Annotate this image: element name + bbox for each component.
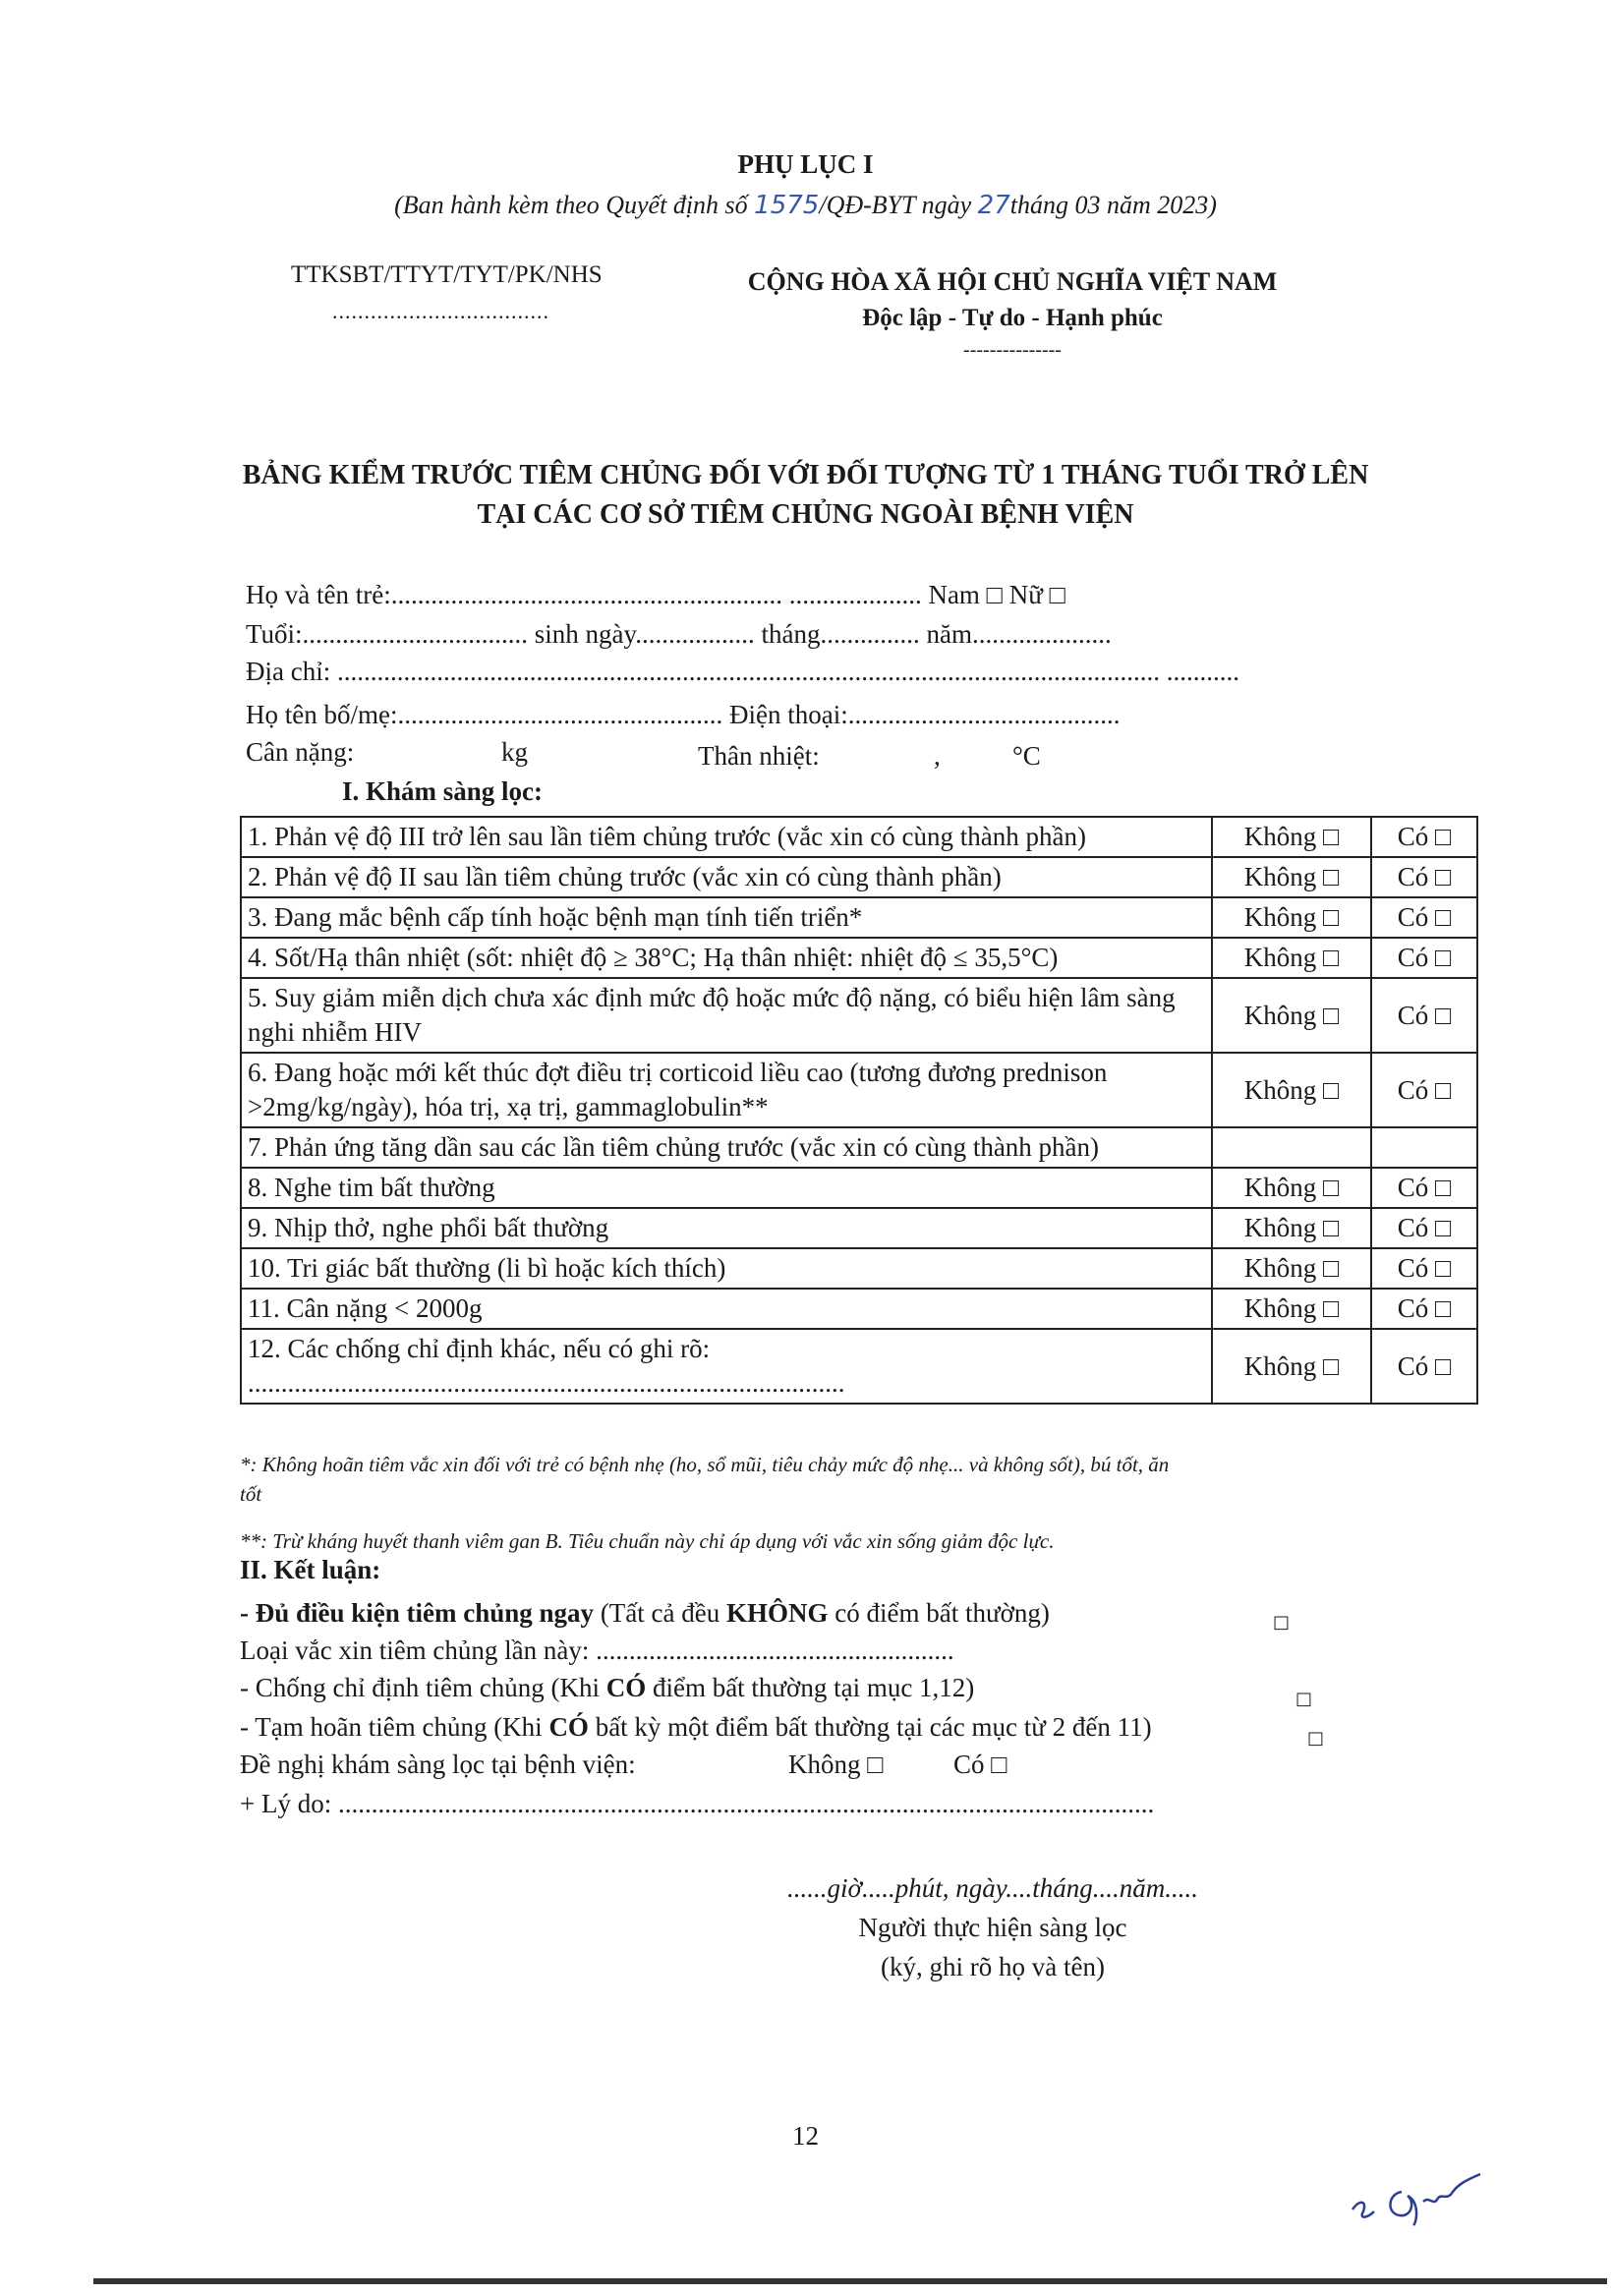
screening-option-no[interactable]: Không □ bbox=[1212, 1289, 1371, 1329]
screening-option-no[interactable]: Không □ bbox=[1212, 1208, 1371, 1248]
eligible-keyword: KHÔNG bbox=[725, 1598, 829, 1628]
screening-option-no[interactable]: Không □ bbox=[1212, 978, 1371, 1053]
footer-rule bbox=[93, 2278, 1607, 2284]
screening-option-no[interactable]: Không □ bbox=[1212, 938, 1371, 978]
screening-question: 9. Nhịp thở, nghe phổi bất thường bbox=[241, 1208, 1212, 1248]
screening-option-yes[interactable]: Có □ bbox=[1371, 1053, 1477, 1127]
eligible-line bbox=[240, 1598, 1050, 1629]
screening-option-yes[interactable]: Có □ bbox=[1371, 1248, 1477, 1289]
reason-field[interactable]: + Lý do: ........................................................................................................................... bbox=[240, 1789, 1155, 1818]
eligible-pre: (Tất cả đều bbox=[594, 1598, 726, 1628]
decree-prefix: (Ban hành kèm theo Quyết định số bbox=[394, 191, 755, 219]
address-field[interactable]: Địa chỉ: ............................................................................................................................ ........... bbox=[246, 657, 1239, 686]
weight-label: Cân nặng: bbox=[246, 737, 355, 767]
screening-question: 12. Các chống chỉ định khác, nếu có ghi rõ: .......................................................................................... bbox=[241, 1329, 1212, 1404]
screening-row bbox=[241, 1329, 1477, 1404]
screening-option-no[interactable]: Không □ bbox=[1212, 1053, 1371, 1127]
screening-question: 7. Phản ứng tăng dần sau các lần tiêm chủng trước (vắc xin có cùng thành phần) bbox=[241, 1127, 1212, 1168]
deferral-pre: - Tạm hoãn tiêm chủng (Khi bbox=[240, 1712, 549, 1742]
screening-question: 5. Suy giảm miễn dịch chưa xác định mức độ hoặc mức độ nặng, có biểu hiện lâm sàng nghi nhiễm HIV bbox=[241, 978, 1212, 1053]
screening-question: 8. Nghe tim bất thường bbox=[241, 1168, 1212, 1208]
screening-row bbox=[241, 857, 1477, 897]
screening-question: 3. Đang mắc bệnh cấp tính hoặc bệnh mạn tính tiến triển* bbox=[241, 897, 1212, 938]
contraindication-post: điểm bất thường tại mục 1,12) bbox=[646, 1673, 975, 1702]
hospital-referral-label: Đề nghị khám sàng lọc tại bệnh viện: bbox=[240, 1750, 636, 1779]
screening-question: 6. Đang hoặc mới kết thúc đợt điều trị corticoid liều cao (tương đương prednison >2mg/kg/ngày), hóa trị, xạ trị, gammaglobulin** bbox=[241, 1053, 1212, 1127]
deferral-checkbox[interactable]: □ bbox=[1307, 1728, 1325, 1749]
national-motto: Độc lập - Tự do - Hạnh phúc bbox=[862, 305, 1163, 331]
screening-option-no[interactable]: Không □ bbox=[1212, 1329, 1371, 1404]
eligible-checkbox[interactable]: □ bbox=[1273, 1612, 1291, 1633]
deferral-line bbox=[240, 1712, 1152, 1743]
hospital-referral-no[interactable]: Không □ bbox=[788, 1750, 884, 1779]
eligible-label: - Đủ điều kiện tiêm chủng ngay bbox=[240, 1598, 595, 1628]
footnote-1-continued: tốt bbox=[240, 1482, 262, 1506]
screening-question: 2. Phản vệ độ II sau lần tiêm chủng trước (vắc xin có cùng thành phần) bbox=[241, 857, 1212, 897]
screening-option-empty bbox=[1212, 1127, 1371, 1168]
decree-day: 27 bbox=[977, 191, 1010, 220]
screening-option-yes[interactable]: Có □ bbox=[1371, 938, 1477, 978]
form-title-line-2: TẠI CÁC CƠ SỞ TIÊM CHỦNG NGOÀI BỆNH VIỆN bbox=[477, 499, 1134, 530]
signature-datetime: ......giờ.....phút, ngày....tháng....năm..... bbox=[787, 1873, 1198, 1903]
signature-role: Người thực hiện sàng lọc bbox=[858, 1913, 1127, 1942]
eligible-post: có điểm bất thường) bbox=[828, 1598, 1050, 1628]
footnote-2: **: Trừ kháng huyết thanh viêm gan B. Tiêu chuẩn này chỉ áp dụng với vắc xin sống giảm độc lực. bbox=[240, 1529, 1055, 1553]
screening-row bbox=[241, 817, 1477, 857]
screening-option-no[interactable]: Không □ bbox=[1212, 857, 1371, 897]
screening-option-empty bbox=[1371, 1127, 1477, 1168]
screening-row bbox=[241, 938, 1477, 978]
temperature-separator: , bbox=[934, 741, 941, 771]
screening-row bbox=[241, 1208, 1477, 1248]
screening-row bbox=[241, 897, 1477, 938]
handwritten-initials bbox=[1347, 2162, 1494, 2231]
screening-option-no[interactable]: Không □ bbox=[1212, 1248, 1371, 1289]
deferral-keyword: CÓ bbox=[548, 1712, 589, 1742]
contraindication-keyword: CÓ bbox=[605, 1673, 647, 1702]
screening-row bbox=[241, 1289, 1477, 1329]
form-title-line-1: BẢNG KIỂM TRƯỚC TIÊM CHỦNG ĐỐI VỚI ĐỐI TƯỢNG TỪ 1 THÁNG TUỔI TRỞ LÊN bbox=[242, 460, 1369, 490]
screening-option-yes[interactable]: Có □ bbox=[1371, 857, 1477, 897]
screening-option-yes[interactable]: Có □ bbox=[1371, 817, 1477, 857]
screening-question: 4. Sốt/Hạ thân nhiệt (sốt: nhiệt độ ≥ 38°C; Hạ thân nhiệt: nhiệt độ ≤ 35,5°C) bbox=[241, 938, 1212, 978]
decree-suffix: tháng 03 năm 2023) bbox=[1009, 191, 1217, 219]
screening-row bbox=[241, 1053, 1477, 1127]
screening-table bbox=[240, 816, 1478, 1405]
organization-blank: .................................. bbox=[332, 299, 549, 323]
motto-underline: --------------- bbox=[963, 339, 1062, 361]
signature-instruction: (ký, ghi rõ họ và tên) bbox=[881, 1952, 1105, 1981]
nation-name: CỘNG HÒA XÃ HỘI CHỦ NGHĨA VIỆT NAM bbox=[747, 267, 1278, 296]
deferral-post: bất kỳ một điểm bất thường tại các mục từ 2 đến 11) bbox=[588, 1712, 1152, 1742]
screening-question: 11. Cân nặng < 2000g bbox=[241, 1289, 1212, 1329]
screening-option-no[interactable]: Không □ bbox=[1212, 817, 1371, 857]
decree-mid: /QĐ-BYT ngày bbox=[819, 191, 978, 219]
parent-phone-field[interactable]: Họ tên bố/mẹ:................................................. Điện thoại:......................................... bbox=[246, 700, 1121, 729]
section-conclusion-title: II. Kết luận: bbox=[240, 1555, 381, 1584]
temperature-label: Thân nhiệt: bbox=[698, 741, 820, 771]
screening-option-yes[interactable]: Có □ bbox=[1371, 1289, 1477, 1329]
contraindication-line bbox=[240, 1673, 974, 1703]
contraindication-pre: - Chống chỉ định tiêm chủng (Khi bbox=[240, 1673, 606, 1702]
contraindication-checkbox[interactable]: □ bbox=[1295, 1689, 1313, 1709]
screening-row bbox=[241, 1127, 1477, 1168]
screening-row bbox=[241, 1168, 1477, 1208]
hospital-referral-yes[interactable]: Có □ bbox=[953, 1750, 1007, 1779]
screening-option-yes[interactable]: Có □ bbox=[1371, 1168, 1477, 1208]
section-screening-title: I. Khám sàng lọc: bbox=[342, 776, 544, 806]
organization-code: TTKSBT/TTYT/TYT/PK/NHS bbox=[291, 261, 603, 288]
screening-row bbox=[241, 978, 1477, 1053]
temperature-unit: °C bbox=[1012, 741, 1041, 771]
decree-number: 1575 bbox=[754, 191, 820, 220]
footnote-1: *: Không hoãn tiêm vắc xin đối với trẻ có bệnh nhẹ (ho, sổ mũi, tiêu chảy mức độ nhẹ... và không sốt), bú tốt, ăn bbox=[240, 1453, 1170, 1476]
appendix-title: PHỤ LỤC I bbox=[737, 149, 874, 179]
weight-unit: kg bbox=[501, 737, 528, 767]
screening-option-yes[interactable]: Có □ bbox=[1371, 1329, 1477, 1404]
screening-question: 1. Phản vệ độ III trở lên sau lần tiêm chủng trước (vắc xin có cùng thành phần) bbox=[241, 817, 1212, 857]
age-birthdate-field[interactable]: Tuổi:.................................. sinh ngày.................. tháng............... năm..................... bbox=[246, 619, 1112, 649]
screening-option-no[interactable]: Không □ bbox=[1212, 897, 1371, 938]
screening-option-no[interactable]: Không □ bbox=[1212, 1168, 1371, 1208]
screening-table-body bbox=[241, 817, 1477, 1404]
screening-question: 10. Tri giác bất thường (li bì hoặc kích thích) bbox=[241, 1248, 1212, 1289]
screening-row bbox=[241, 1248, 1477, 1289]
vaccine-type-field[interactable]: Loại vắc xin tiêm chủng lần này: ...................................................... bbox=[240, 1636, 954, 1665]
screening-option-yes[interactable]: Có □ bbox=[1371, 978, 1477, 1053]
screening-option-yes[interactable]: Có □ bbox=[1371, 1208, 1477, 1248]
screening-option-yes[interactable]: Có □ bbox=[1371, 897, 1477, 938]
child-name-field[interactable]: Họ và tên trẻ:........................................................... .................... Nam □ Nữ □ bbox=[246, 580, 1065, 609]
decree-reference bbox=[0, 191, 1611, 220]
page-number: 12 bbox=[792, 2121, 819, 2151]
